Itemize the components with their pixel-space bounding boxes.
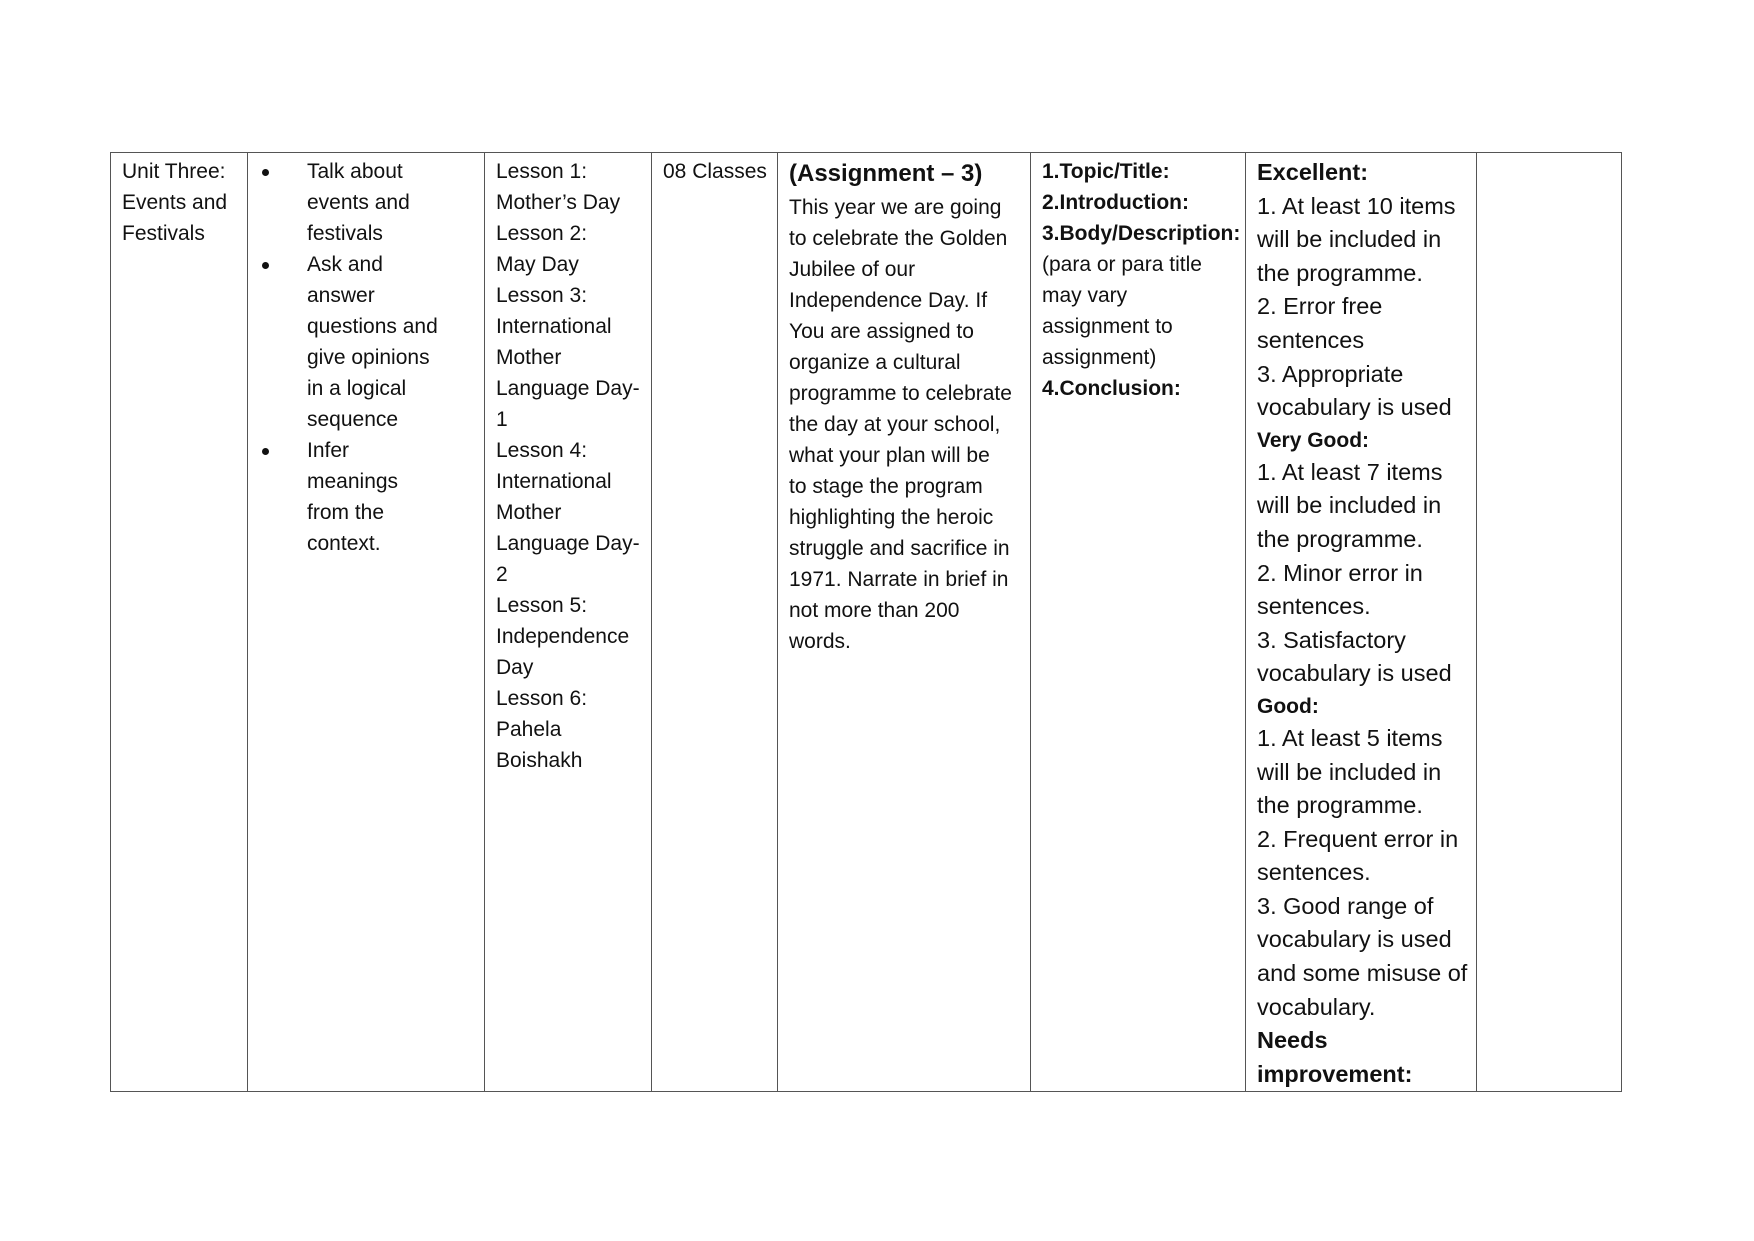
rubric-level-good: Good: [1257,694,1319,718]
objective-line: events and [307,191,410,214]
assignment-title: (Assignment – 3) [789,160,983,187]
lesson-line: Lesson 5: [496,594,588,617]
rubric-line: sentences. [1257,593,1371,620]
lesson-line: Language Day- [496,377,640,400]
objective-line: festivals [307,222,383,245]
rubric-line: 3. Appropriate [1257,360,1404,387]
lesson-line: Lesson 3: [496,284,588,307]
assignment-line: Jubilee of our [789,258,916,281]
lesson-line: Lesson 6: [496,687,588,710]
lesson-plan-table [110,152,1622,1092]
assignment-line: organize a cultural [789,351,961,374]
assignment-line: programme to celebrate [789,382,1012,405]
objective-line: questions and [307,315,438,338]
rubric-line: and some misuse of [1257,960,1468,987]
lesson-line: 2 [496,563,508,586]
unit-line: Festivals [122,222,205,245]
assignment-cell [778,153,1031,1092]
class-count: 08 Classes [663,160,767,183]
structure-heading: 1.Topic/Title: [1042,160,1170,183]
rubric-line: the programme. [1257,792,1423,819]
rubric-cell [1246,153,1477,1092]
objective-line: context. [307,532,381,555]
objective-line: meanings [307,470,399,493]
assignment-line: the day at your school, [789,413,1001,436]
lesson-line: Mother [496,501,562,524]
objective-line: give opinions [307,346,430,369]
objective-line: Infer [307,439,350,462]
structure-heading: 4.Conclusion: [1042,377,1181,400]
structure-note: (para or para title [1042,253,1202,276]
unit-line: Events and [122,191,228,214]
lesson-line: Day [496,656,534,679]
rubric-line: 2. Minor error in [1257,559,1423,586]
objective-line: Ask and [307,253,383,276]
objectives-cell [248,153,485,1092]
objective-line: answer [307,284,375,307]
lesson-line: Mother [496,346,562,369]
structure-heading: 2.Introduction: [1042,191,1189,214]
objective-line: from the [307,501,385,524]
assignment-line: 1971. Narrate in brief in [789,568,1009,591]
assignment-line: words. [789,630,851,653]
lesson-line: International [496,470,612,493]
rubric-line: 3. Good range of [1257,892,1434,919]
rubric-line: 1. At least 7 items [1257,458,1443,485]
lesson-line: Language Day- [496,532,640,555]
classes-cell [652,153,778,1092]
rubric-line: will be included in [1257,226,1442,253]
rubric-line: vocabulary is used [1257,394,1452,421]
objective-item [259,435,473,559]
table-row [111,153,1622,1092]
assignment-line: to stage the program [789,475,983,498]
assignment-line: struggle and sacrifice in [789,537,1010,560]
unit-cell [111,153,248,1092]
rubric-level-excellent: Excellent: [1257,159,1369,185]
assignment-line: This year we are going [789,196,1002,219]
structure-note: may vary [1042,284,1128,307]
rubric-line: 2. Frequent error in [1257,825,1459,852]
rubric-level-very-good: Very Good: [1257,428,1370,452]
lessons-cell [485,153,652,1092]
assignment-line: not more than 200 [789,599,960,622]
objectives-list [259,156,473,559]
structure-note: assignment) [1042,346,1157,369]
remarks-cell [1477,153,1622,1092]
structure-cell [1031,153,1246,1092]
rubric-line: 3. Satisfactory [1257,626,1406,653]
assignment-line: Independence Day. If [789,289,988,312]
lesson-line: Boishakh [496,749,583,772]
rubric-line: the programme. [1257,259,1423,286]
rubric-line: 1. At least 5 items [1257,724,1443,751]
objective-item [259,156,473,249]
objective-item [259,249,473,435]
rubric-line: 1. At least 10 items [1257,192,1456,219]
rubric-line: 2. Error free [1257,293,1383,320]
assignment-line: to celebrate the Golden [789,227,1008,250]
assignment-line: You are assigned to [789,320,974,343]
objective-line: in a logical [307,377,407,400]
rubric-line: will be included in [1257,492,1442,519]
rubric-line: vocabulary. [1257,993,1376,1020]
rubric-line: will be included in [1257,758,1442,785]
rubric-line: vocabulary is used [1257,926,1452,953]
lesson-line: Mother’s Day [496,191,621,214]
assignment-line: what your plan will be [789,444,990,467]
structure-heading: 3.Body/Description: [1042,222,1241,245]
lesson-line: Lesson 2: [496,222,588,245]
rubric-level-needs-improvement: improvement: [1257,1060,1413,1087]
lesson-line: International [496,315,612,338]
lesson-line: Independence [496,625,630,648]
lesson-line: May Day [496,253,579,276]
lesson-line: Pahela [496,718,562,741]
objective-line: Talk about [307,160,403,183]
rubric-line: vocabulary is used [1257,660,1452,687]
objective-line: sequence [307,408,399,431]
rubric-line: sentences [1257,326,1365,353]
assignment-line: highlighting the heroic [789,506,994,529]
unit-line: Unit Three: [122,160,226,183]
structure-note: assignment to [1042,315,1173,338]
lesson-line: Lesson 4: [496,439,588,462]
rubric-line: the programme. [1257,525,1423,552]
lesson-line: Lesson 1: [496,160,588,183]
rubric-level-needs-improvement: Needs [1257,1027,1328,1054]
rubric-line: sentences. [1257,859,1371,886]
lesson-line: 1 [496,408,508,431]
